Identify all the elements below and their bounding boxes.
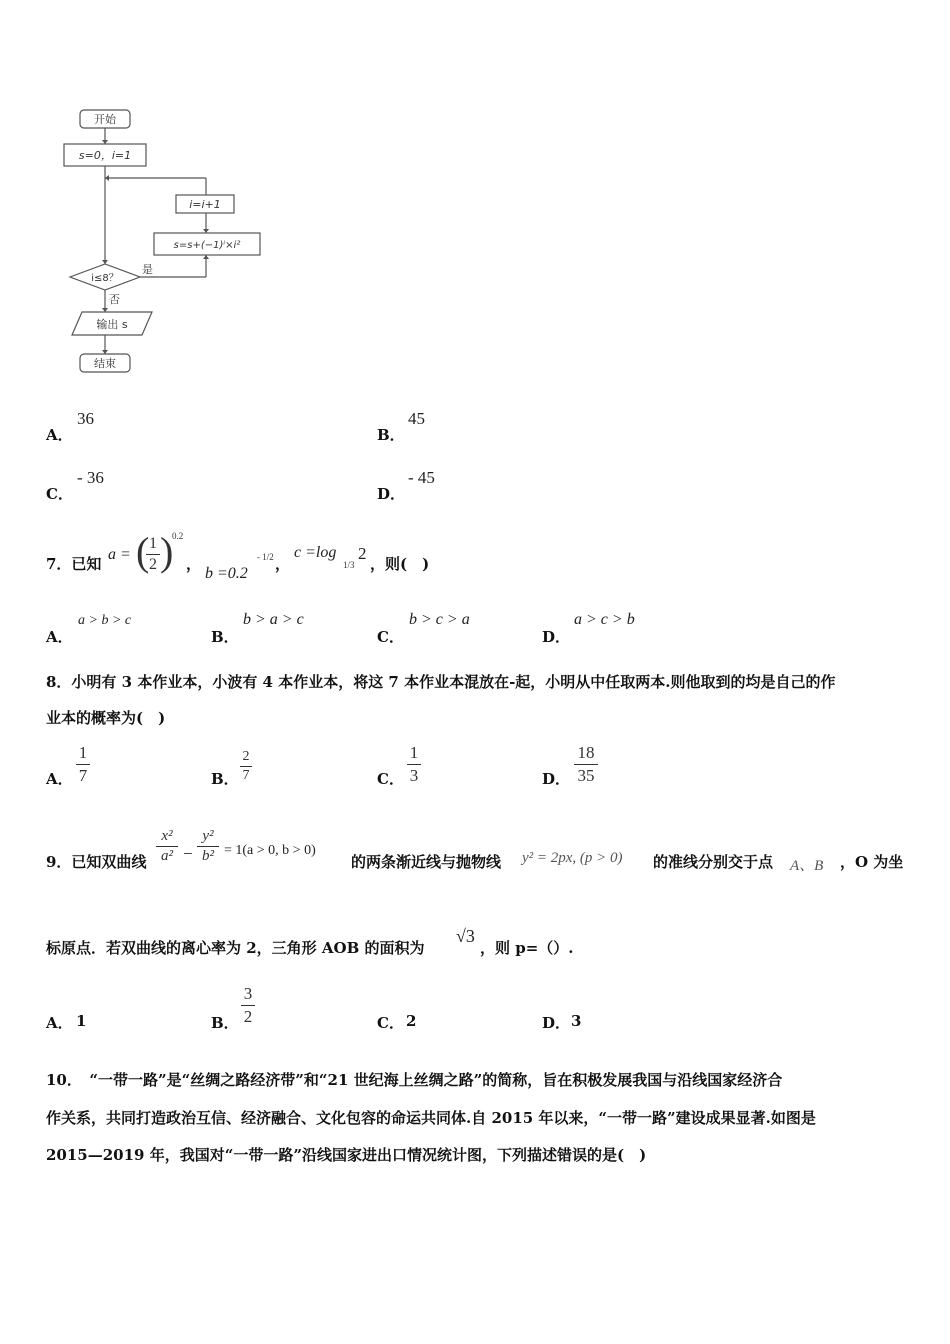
q6-option-b-value: 45 [408, 409, 425, 428]
q7-suffix: ，则( ) [370, 555, 430, 573]
q8-option-d-den: 35 [577, 766, 595, 785]
q8-line1: 8．小明有 3 本作业本，小波有 4 本作业本，将这 7 本作业本混放在-起，小明从中任取两本.则他取到的均是自己的作 [46, 673, 836, 691]
q9-option-c-value: 2 [406, 1012, 417, 1030]
q8-option-d-fraction [574, 743, 598, 786]
q7-option-c-label[interactable]: C． [377, 628, 404, 646]
q9-option-b-fraction [241, 984, 255, 1027]
q7-paren-right: ) [160, 529, 174, 574]
q9-option-b-den: 2 [243, 1007, 253, 1026]
q8-option-c-num: 1 [409, 743, 419, 762]
q6-option-b-label[interactable]: B． [377, 426, 405, 444]
q8-option-c-fraction [407, 743, 421, 786]
q7-prefix: 7．已知 [46, 555, 102, 573]
q9-condition: = 1(a > 0, b > 0) [224, 843, 316, 858]
flowchart-end-text: 结束 [94, 357, 116, 370]
q9-mid2: 的准线分别交于点 [653, 853, 774, 871]
q8-option-a-den: 7 [78, 766, 88, 785]
q7-option-a-label[interactable]: A． [46, 628, 73, 646]
q9-x-fraction [156, 828, 178, 865]
flowchart-yes-text: 是 [142, 263, 153, 276]
q8-option-c-label[interactable]: C． [377, 770, 404, 788]
q7-b-exp: - 1/2 [257, 552, 274, 562]
flowchart-condition-text: i≤8？ [91, 273, 119, 284]
q9-option-b-label[interactable]: B． [211, 1014, 239, 1032]
q6-option-d-value: - 45 [408, 468, 435, 487]
q7-option-b-label[interactable]: B． [211, 628, 239, 646]
q10-line3: 2015—2019 年，我国对“一带一路”沿线国家进出口情况统计图，下列描述错误的是( ) [46, 1146, 647, 1164]
q7-comma1: ， [186, 555, 202, 573]
q7-c-expr: c =log [294, 544, 337, 561]
q9-parabola: y² = 2px, (p > 0) [522, 850, 623, 866]
q7-option-a-value: a > b > c [78, 613, 132, 628]
q6-option-a-value: 36 [77, 409, 94, 428]
q7-a-num: 1 [149, 535, 157, 552]
q9-x-den: a² [161, 848, 173, 864]
flowchart-init-text: s=0，i=1 [78, 149, 132, 162]
q10-line2: 作关系，共同打造政治互信、经济融合、文化包容的命运共同体.自 2015 年以来，“一带一路”建设成果显著.如图是 [46, 1109, 816, 1127]
flowchart-start-text: 开始 [94, 113, 116, 126]
q6-option-c-value: - 36 [77, 468, 104, 487]
q8-option-b-label[interactable]: B． [211, 770, 239, 788]
q9-y-fraction [197, 828, 219, 865]
q7-b-expr: b =0.2 [205, 565, 248, 582]
q7-option-b-value: b > a > c [243, 611, 304, 628]
q7-paren-left: ( [136, 529, 150, 574]
q7-a-exp: 0.2 [172, 531, 184, 541]
q8-line2: 业本的概率为( ) [46, 709, 166, 727]
q7-option-d-value: a > c > b [574, 611, 635, 628]
q9-prefix: 9．已知双曲线 [46, 853, 147, 871]
q7-comma2: ， [275, 555, 291, 573]
q6-option-d-label[interactable]: D． [377, 485, 406, 503]
q7-c-base: 1/3 [343, 560, 355, 570]
q9-sqrt3: √3 [456, 926, 475, 946]
flowchart-no-text: 否 [109, 293, 120, 306]
flowchart-update-text: s=s+(−1)ⁱ×i² [173, 240, 241, 251]
q9-option-d-value: 3 [571, 1012, 582, 1030]
q8-option-d-num: 18 [577, 743, 595, 762]
q8-option-b-num: 2 [242, 749, 250, 764]
flowchart-output-text: 输出 s [96, 318, 128, 331]
q8-option-b-fraction [240, 749, 252, 784]
q9-option-d-label[interactable]: D． [542, 1014, 571, 1032]
q10-line1: 10． “一带一路”是“丝绸之路经济带”和“21 世纪海上丝绸之路”的简称，旨在积极发展我国与沿线国家经济合 [46, 1071, 783, 1089]
q9-points: A、B [790, 858, 824, 874]
q8-option-a-fraction [76, 743, 90, 786]
q8-option-c-den: 3 [409, 766, 419, 785]
q7-option-d-label[interactable]: D． [542, 628, 571, 646]
q9-option-a-label[interactable]: A． [46, 1014, 73, 1032]
q8-option-a-num: 1 [78, 743, 88, 762]
q7-a-fraction [146, 535, 160, 574]
q9-option-b-num: 3 [243, 984, 253, 1003]
q9-line2-end: ，则 p=（）. [480, 939, 574, 957]
q8-option-b-den: 7 [242, 768, 250, 783]
q9-option-c-label[interactable]: C． [377, 1014, 404, 1032]
q8-option-d-label[interactable]: D． [542, 770, 571, 788]
q9-y-num: y² [202, 828, 214, 844]
q6-option-c-label[interactable]: C． [46, 485, 73, 503]
q7-c-arg: 2 [358, 544, 367, 563]
q6-option-a-label[interactable]: A． [46, 426, 73, 444]
flowchart [60, 100, 280, 385]
q7-a-den: 2 [149, 556, 157, 573]
q9-option-a-value: 1 [76, 1012, 87, 1030]
q7-option-c-value: b > c > a [409, 611, 470, 628]
q9-end: ，O 为坐 [840, 853, 904, 871]
q9-y-den: b² [202, 848, 214, 864]
q9-x-num: x² [161, 828, 173, 844]
flowchart-increment-text: i=i+1 [189, 198, 221, 211]
q9-minus: − [183, 844, 193, 863]
q7-a-expr: a = [108, 546, 131, 563]
q9-line2: 标原点．若双曲线的离心率为 2，三角形 AOB 的面积为 [46, 939, 425, 957]
q8-option-a-label[interactable]: A． [46, 770, 73, 788]
q9-mid: 的两条渐近线与抛物线 [351, 853, 502, 871]
